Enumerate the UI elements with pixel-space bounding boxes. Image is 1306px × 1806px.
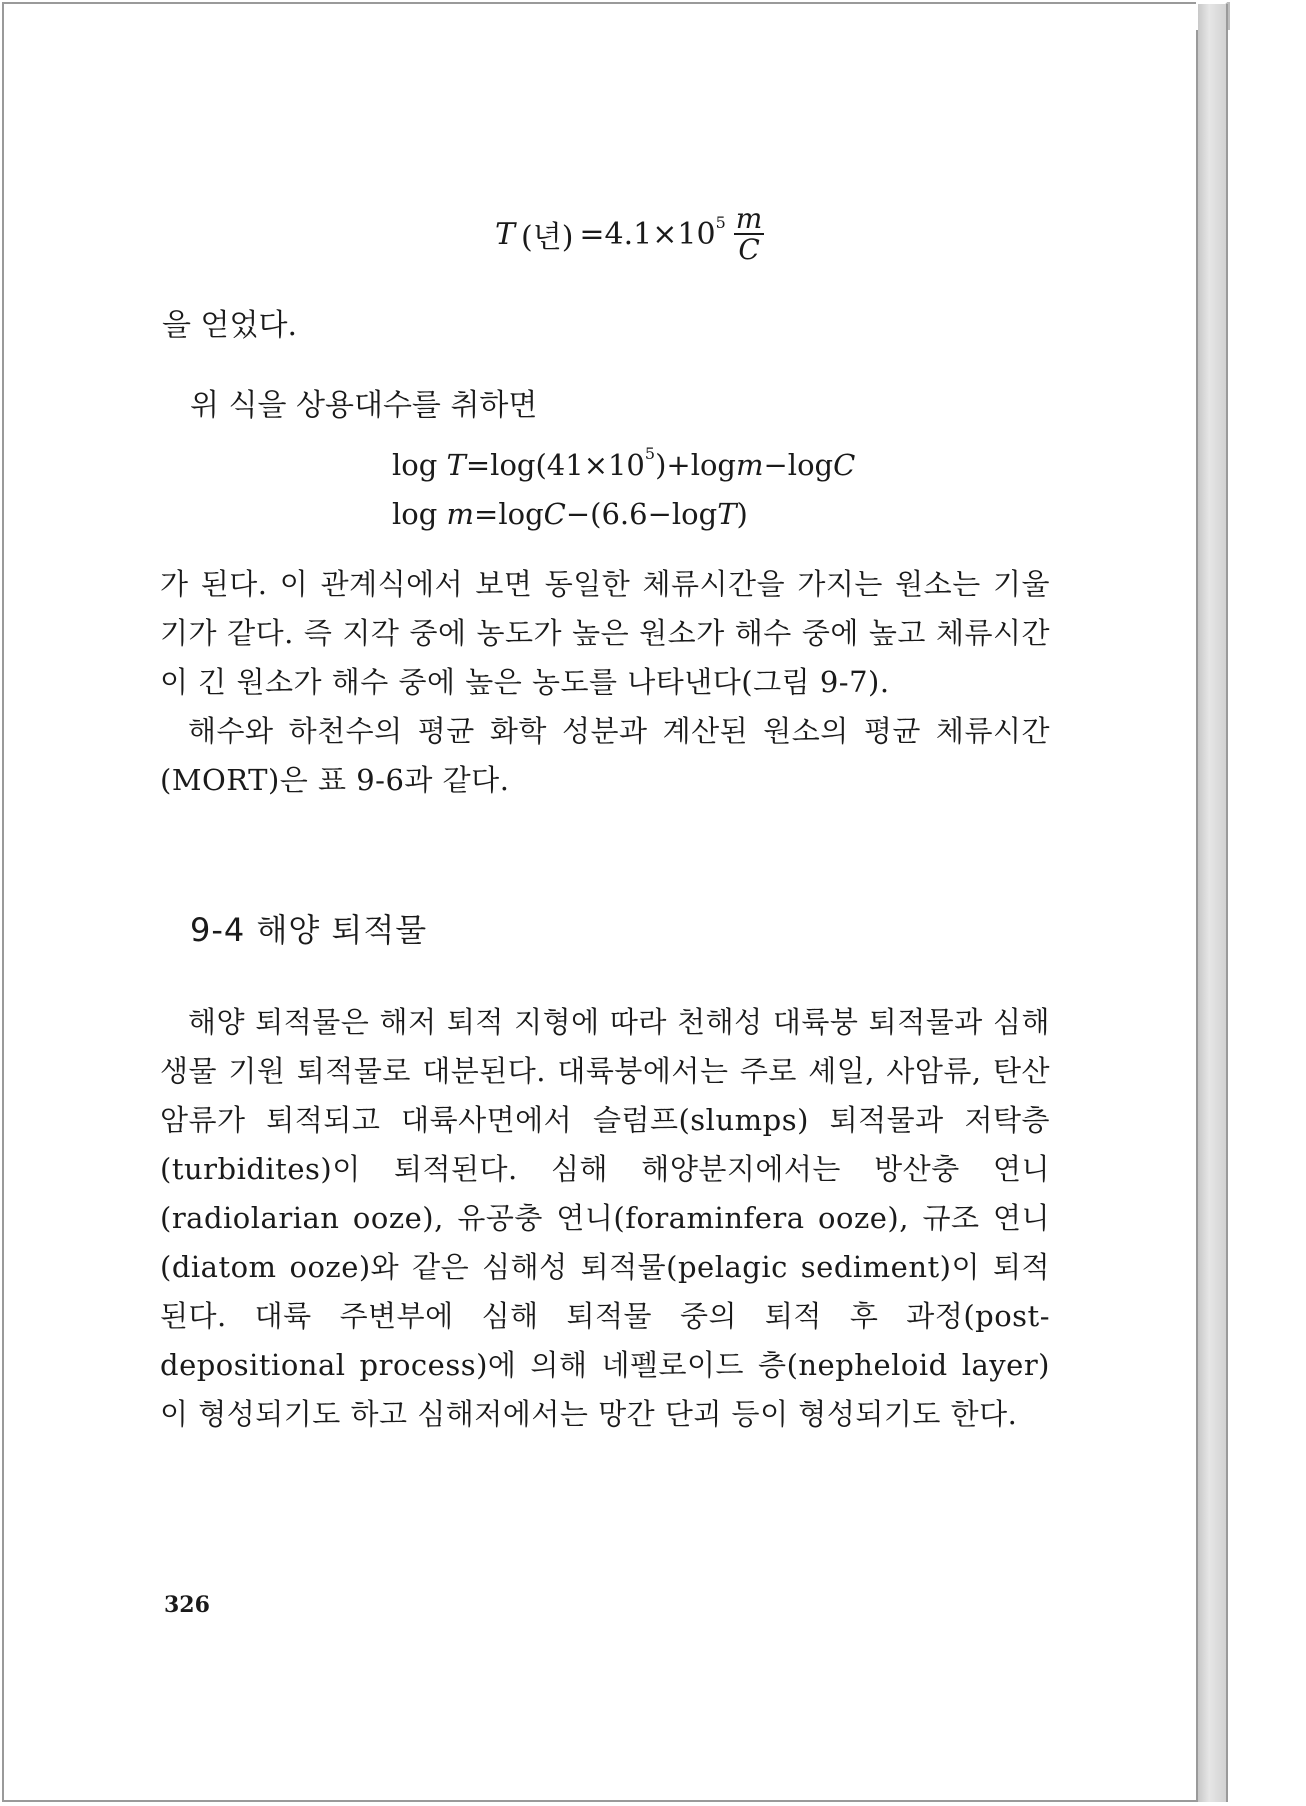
page-number: 326 bbox=[164, 1592, 210, 1618]
book-page bbox=[2, 2, 1198, 1802]
section-heading: 9-4 해양 퇴적물 bbox=[190, 911, 428, 949]
line-obtained: 을 얻었다. bbox=[162, 308, 297, 343]
eq-value: $=4.1\times 10^5$ bbox=[579, 212, 726, 252]
page-stack-edge bbox=[1198, 4, 1228, 1802]
eq-lhs: T bbox=[495, 216, 516, 252]
paragraph-sediments: 해양 퇴적물은 해저 퇴적 지형에 따라 천해성 대륙붕 퇴적물과 심해 생물 기원 퇴적물로 대분된다. 대륙붕에서는 주로 셰일, 사암류, 탄산암류가 퇴적되고 대륙사면에서 슬럼프(slumps) 퇴적물과 저탁층(turbidites)이 퇴적된다. 심해 해양분지에서는 방산충 연니(radiolarian ooze), 유공충 연니(foraminfera ooze), 규조 연니(diatom ooze)와 같은 심해성 퇴적물(pelagic sediment)이 퇴적된다. 대륙 주변부에 심해 퇴적물 중의 퇴적 후 과정(post-depositional process)에 의해 네펠로이드 층(nepheloid layer)이 형성되기도 하고 심해저에서는 망간 단괴 등이 형성되기도 한다. bbox=[160, 1005, 1050, 1431]
equation-log-1: $\log T=\log(41\times 10^5)+\log m-\log C$ bbox=[392, 444, 856, 482]
paragraph-relation: 가 된다. 이 관계식에서 보면 동일한 체류시간을 가지는 원소는 기울기가 같다. 즉 지각 중에 농도가 높은 원소가 해수 중에 높고 체류시간이 긴 원소가 해수 중에 높은 농도를 나타낸다(그림 9-7). bbox=[160, 567, 1050, 699]
eq-numerator: m bbox=[735, 202, 763, 235]
eq-fraction bbox=[734, 204, 765, 265]
equation-log-2: log m=logC−(6.6−logT) bbox=[392, 497, 748, 531]
eq-denominator: C bbox=[738, 233, 760, 267]
equation-residence-time bbox=[495, 204, 764, 265]
line-take-log: 위 식을 상용대수를 취하면 bbox=[190, 388, 538, 423]
paragraph-mort: 해수와 하천수의 평균 화학 성분과 계산된 원소의 평균 체류시간 (MORT)은 표 9-6과 같다. bbox=[160, 714, 1050, 797]
eq-lhs-unit: (년) bbox=[521, 220, 574, 256]
